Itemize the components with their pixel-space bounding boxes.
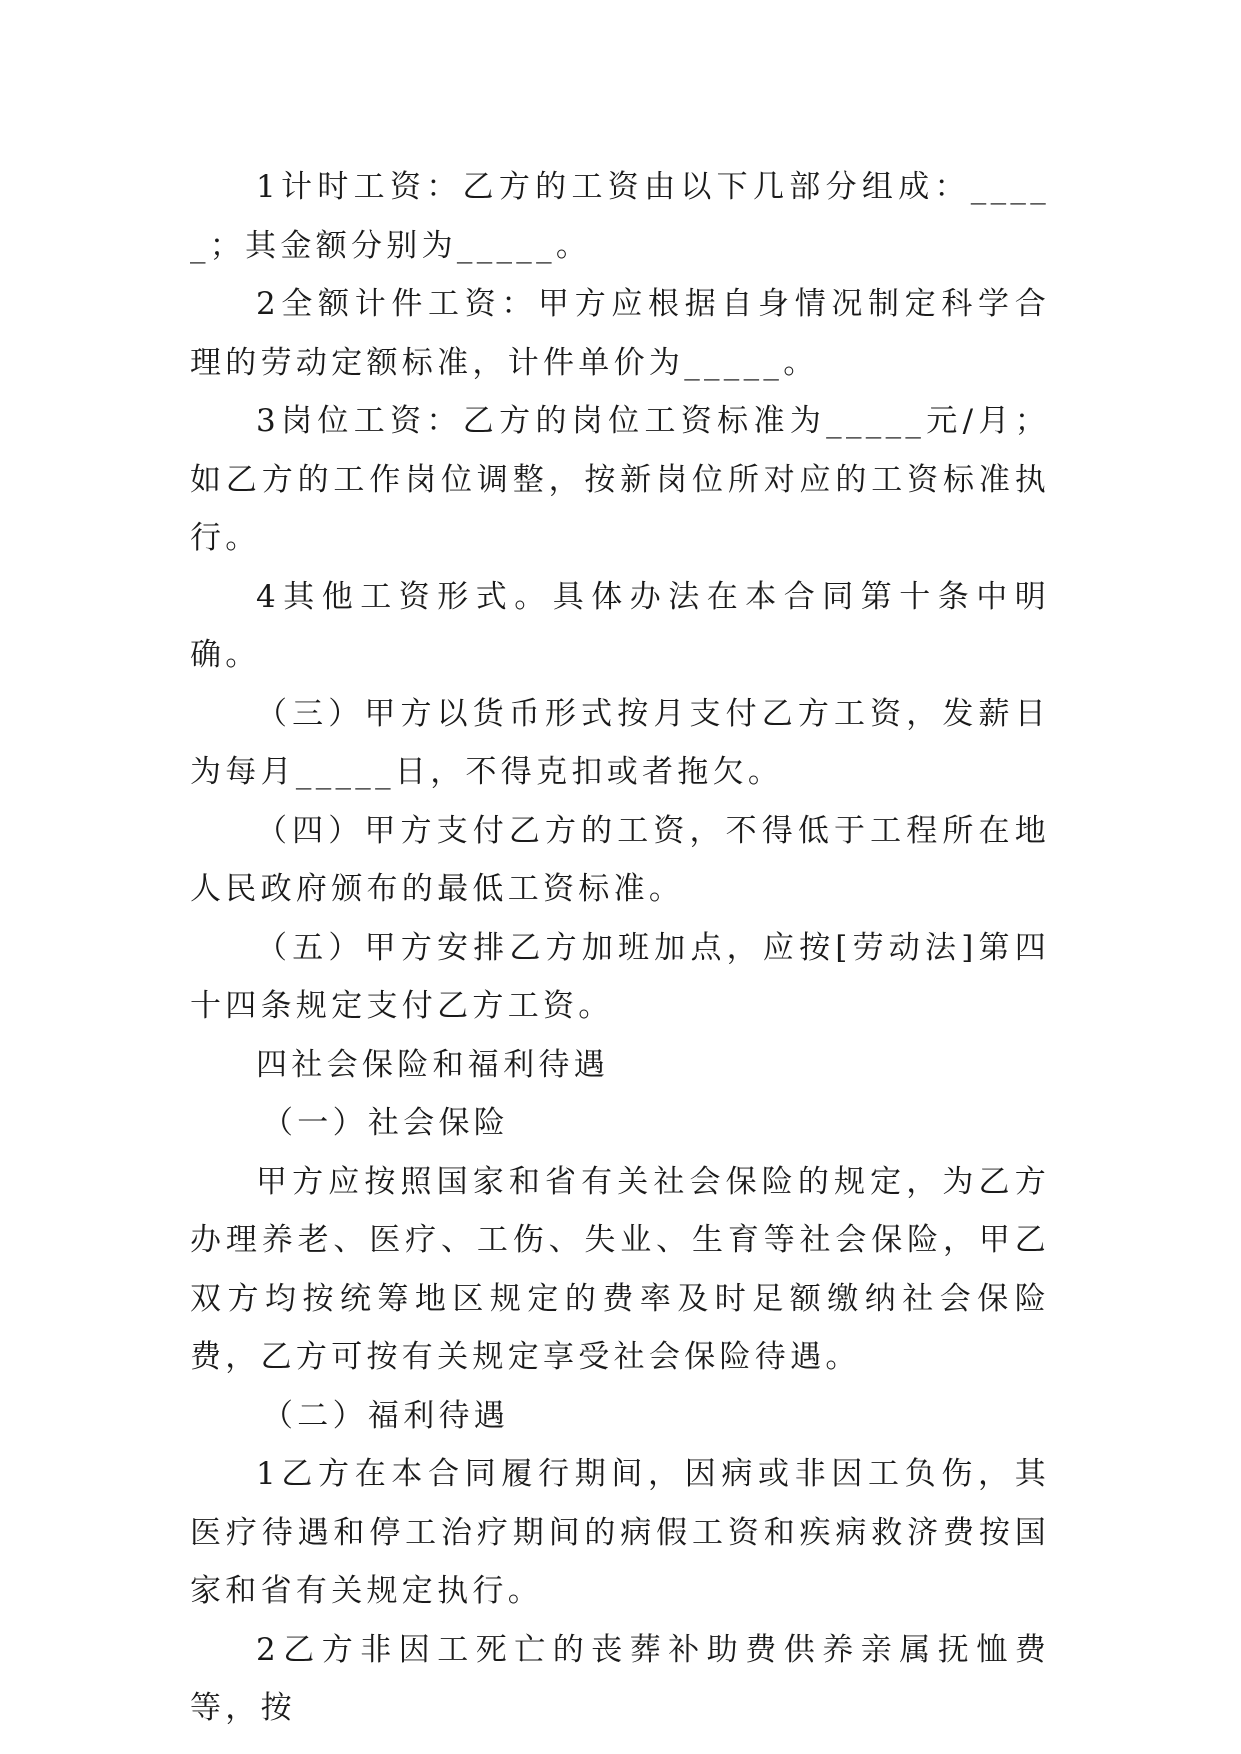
paragraph-insurance-obligation: 甲方应按照国家和省有关社会保险的规定，为乙方办理养老、医疗、工伤、失业、生育等社会保险，甲乙双方均按统筹地区规定的费率及时足额缴纳社会保险费，乙方可按有关规定享受社会保险待遇。 (190, 1163, 1050, 1375)
paragraph-overtime: （五）甲方安排乙方加班加点，应按[劳动法]第四十四条规定支付乙方工资。 (190, 929, 1050, 1024)
paragraph-other-wage: 4其他工资形式。具体办法在本合同第十条中明确。 (190, 578, 1050, 673)
subsection-heading-social-insurance: （一）社会保险 (262, 1105, 510, 1141)
subsection-heading-welfare: （二）福利待遇 (262, 1397, 510, 1434)
paragraph-time-wage: 1计时工资：乙方的工资由以下几部分组成：_____；其金额分别为_____。 (190, 169, 1050, 264)
paragraph-position-wage: 3岗位工资：乙方的岗位工资标准为_____元/月；如乙方的工作岗位调整，按新岗位所对应的工资标准执行。 (190, 403, 1050, 556)
paragraph-sick-leave: 1乙方在本合同履行期间，因病或非因工负伤，其医疗待遇和停工治疗期间的病假工资和疾病救济费按国家和省有关规定执行。 (190, 1456, 1050, 1609)
paragraph-minimum-wage: （四）甲方支付乙方的工资，不得低于工程所在地人民政府颁布的最低工资标准。 (190, 812, 1050, 907)
paragraph-piece-wage: 2全额计件工资：甲方应根据自身情况制定科学合理的劳动定额标准，计件单价为_____。 (190, 286, 1050, 381)
paragraph-payday: （三）甲方以货币形式按月支付乙方工资，发薪日为每月_____日，不得克扣或者拖欠。 (190, 695, 1050, 790)
section-heading-social-insurance: 四社会保险和福利待遇 (256, 1046, 609, 1083)
paragraph-funeral-subsidy: 2乙方非因工死亡的丧葬补助费供养亲属抚恤费等，按 (190, 1631, 1050, 1726)
document-page (190, 158, 1050, 1738)
